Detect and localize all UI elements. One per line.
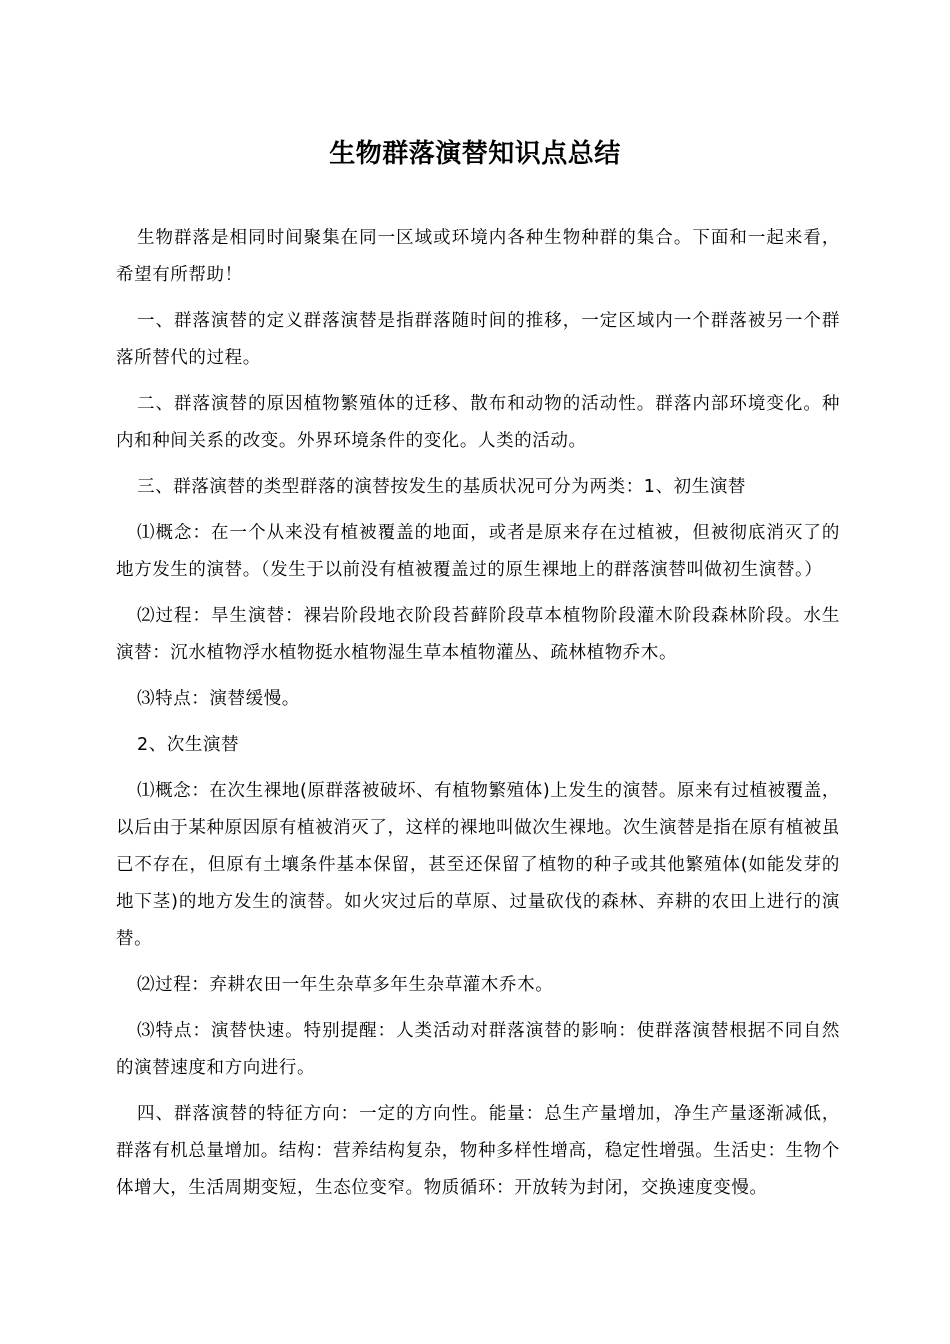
- paragraph-secondary-process: ⑵过程：弃耕农田一年生杂草多年生杂草灌木乔木。: [137, 975, 554, 995]
- document-title: 生物群落演替知识点总结: [329, 139, 621, 169]
- paragraph-secondary-heading: 2、次生演替: [137, 735, 240, 755]
- document-body: [116, 220, 840, 1216]
- paragraph-secondary-feature: ⑶特点：演替快速。特别提醒：人类活动对群落演替的影响：使群落演替根据不同自然的演替速度和方向进行。: [116, 1021, 840, 1078]
- paragraph-types: 三、群落演替的类型群落的演替按发生的基质状况可分为两类：1、初生演替: [137, 477, 747, 497]
- paragraph-definition: 一、群落演替的定义群落演替是指群落随时间的推移，一定区域内一个群落被另一个群落所替代的过程。: [116, 311, 840, 368]
- paragraph-primary-process: ⑵过程：旱生演替：裸岩阶段地衣阶段苔藓阶段草本植物阶段灌木阶段森林阶段。水生演替：沉水植物浮水植物挺水植物湿生草本植物灌丛、疏林植物乔木。: [116, 606, 840, 663]
- paragraph-causes: 二、群落演替的原因植物繁殖体的迁移、散布和动物的活动性。群落内部环境变化。种内和种间关系的改变。外界环境条件的变化。人类的活动。: [116, 394, 840, 451]
- paragraph-primary-concept: ⑴概念：在一个从来没有植被覆盖的地面，或者是原来存在过植被，但被彻底消灭了的地方发生的演替。（发生于以前没有植被覆盖过的原生裸地上的群落演替叫做初生演替。）: [116, 523, 840, 580]
- paragraph-characteristics: 四、群落演替的特征方向：一定的方向性。能量：总生产量增加，净生产量逐渐减低，群落有机总量增加。结构：营养结构复杂，物种多样性增高，稳定性增强。生活史：生物个体增大，生活周期变短，生态位变窄。物质循环：开放转为封闭，交换速度变慢。: [116, 1104, 840, 1198]
- paragraph-secondary-concept: ⑴概念：在次生裸地(原群落被破坏、有植物繁殖体)上发生的演替。原来有过植被覆盖，以后由于某种原因原有植被消灭了，这样的裸地叫做次生裸地。次生演替是指在原有植被虽已不存在，但原有土壤条件基本保留，甚至还保留了植物的种子或其他繁殖体(如能发芽的地下茎)的地方发生的演替。如火灾过后的草原、过量砍伐的森林、弃耕的农田上进行的演替。: [116, 781, 840, 949]
- paragraph-intro: 生物群落是相同时间聚集在同一区域或环境内各种生物种群的集合。下面和一起来看，希望有所帮助！: [116, 228, 840, 285]
- paragraph-primary-feature: ⑶特点：演替缓慢。: [137, 689, 300, 709]
